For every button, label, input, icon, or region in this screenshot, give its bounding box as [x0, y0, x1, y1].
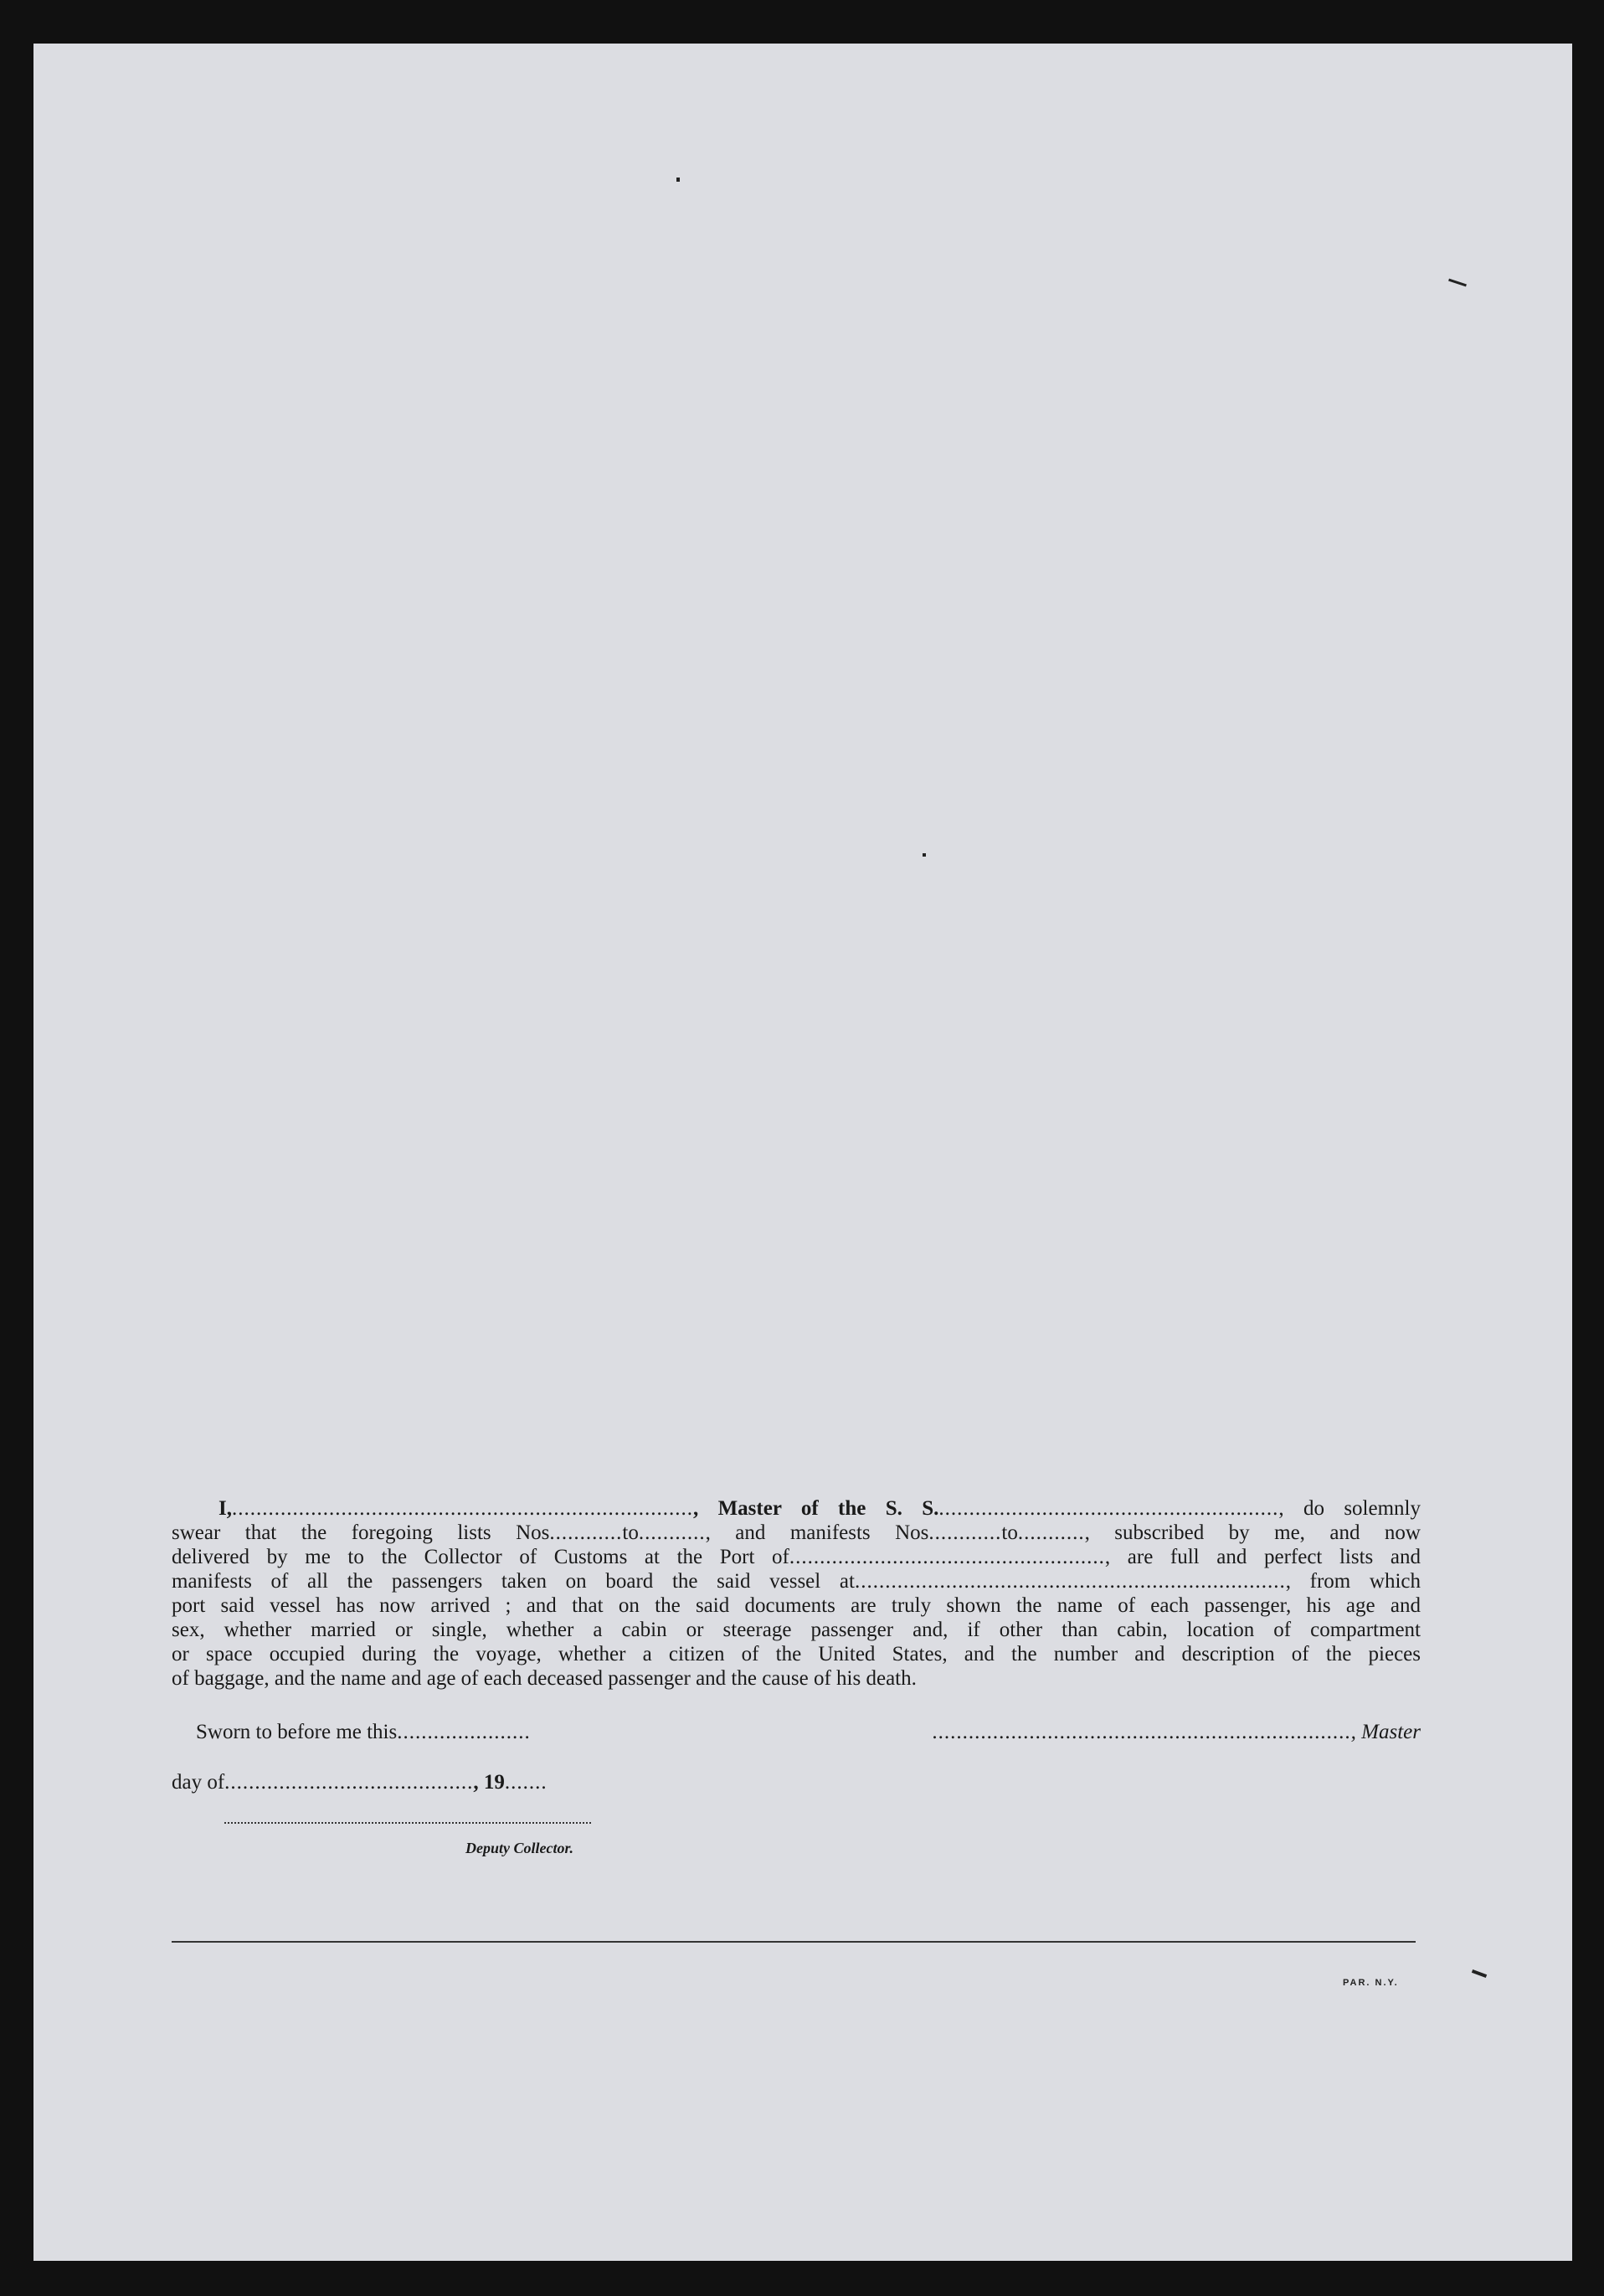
master-signature	[906, 1721, 1421, 1744]
oath-text: delivered by me to the Collector of Customs at the Port of	[172, 1546, 789, 1568]
year-prefix: , 19	[473, 1771, 505, 1794]
master-signature-blank: .....................................................................	[932, 1721, 1351, 1743]
printer-mark: PAR. N.Y.	[1343, 1978, 1399, 1988]
departure-port-blank: .......................................................................	[854, 1570, 1286, 1593]
master-label: , Master	[1350, 1721, 1421, 1743]
sworn-date-blank: ......................	[397, 1721, 531, 1743]
port-blank: ....................................................	[789, 1546, 1105, 1568]
divider-rule	[172, 1941, 1416, 1943]
oath-text: , Master of the S. S.	[692, 1497, 939, 1520]
oath-line-8: of baggage, and the name and age of each deceased passenger and the cause of his death.	[172, 1667, 917, 1690]
oath-text: , do solemnly	[1278, 1497, 1421, 1520]
oath-paragraph	[172, 1496, 1421, 1691]
day-of-line	[172, 1771, 548, 1794]
oath-text: to	[622, 1521, 639, 1544]
speck	[676, 178, 680, 182]
oath-text: , are full and perfect lists and	[1104, 1546, 1421, 1568]
speck	[1472, 1969, 1487, 1978]
year-blank: .......	[504, 1771, 548, 1794]
oath-text: , from which	[1285, 1570, 1421, 1593]
ship-name-blank: ........................................................	[938, 1497, 1279, 1520]
speck	[923, 853, 926, 857]
oath-text: to	[1001, 1521, 1018, 1544]
oath-line-5: port said vessel has now arrived ; and that on the said documents are truly shown the name of each passenger, his age and	[172, 1594, 1421, 1617]
sworn-statement	[196, 1721, 531, 1744]
document-page	[33, 44, 1572, 2261]
oath-line-7: or space occupied during the voyage, whether a citizen of the United States, and the number and description of the pieces	[172, 1643, 1421, 1665]
oath-text: manifests of all the passengers taken on board the said vessel at	[172, 1570, 855, 1593]
oath-line-2	[172, 1521, 1421, 1545]
list-from-blank: ............	[549, 1521, 623, 1544]
oath-text: , and manifests Nos	[705, 1521, 929, 1544]
oath-text: , subscribed by me, and now	[1084, 1521, 1421, 1544]
oath-text: I,	[218, 1497, 232, 1520]
day-label: day of	[172, 1771, 225, 1794]
sworn-label: Sworn to before me this	[196, 1721, 398, 1743]
oath-line-3	[172, 1545, 1421, 1569]
manifest-from-blank: ............	[928, 1521, 1002, 1544]
list-to-blank: ...........	[638, 1521, 706, 1544]
master-name-blank: ............................................................................	[231, 1497, 693, 1520]
deputy-collector-label: Deputy Collector.	[465, 1840, 573, 1856]
manifest-to-blank: ...........	[1017, 1521, 1085, 1544]
oath-line-6: sex, whether married or single, whether a cabin or steerage passenger and, if other than cabin, location of compartment	[172, 1619, 1421, 1641]
oath-text: swear that the foregoing lists Nos	[172, 1521, 550, 1544]
oath-line-4	[172, 1569, 1421, 1593]
oath-line-1	[172, 1496, 1421, 1521]
deputy-signature-line	[224, 1822, 591, 1824]
month-blank: .........................................	[224, 1771, 474, 1794]
speck	[1448, 279, 1467, 287]
